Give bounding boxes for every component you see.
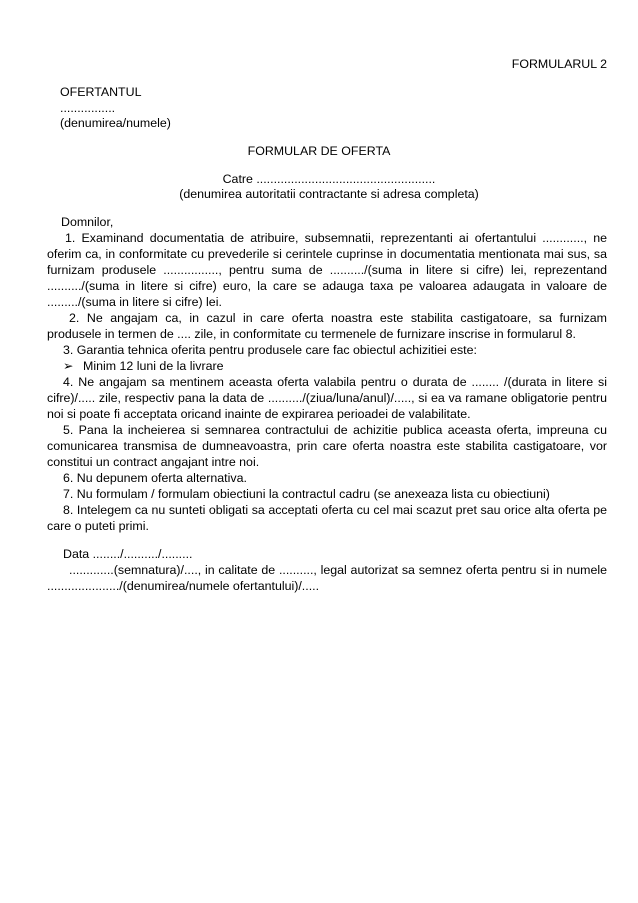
form-number: FORMULARUL 2	[511, 57, 607, 71]
ofertant-hint: (denumirea/numele)	[60, 116, 171, 130]
date-line: Data ......../........../.........	[63, 547, 193, 561]
offer-body	[47, 214, 607, 594]
arrow-bullet-icon: ➢	[63, 359, 74, 373]
recipient-hint: (denumirea autoritatii contractante si adresa completa)	[179, 187, 479, 201]
salutation: Domnilor,	[61, 215, 114, 229]
paragraph-2: 2. Ne angajam ca, in cazul in care oferta noastra este stabilita castigatoare, sa furnizam produsele in termen de .... zile, in conformitate cu termenele de furnizare inscrise in formularul 8.	[47, 311, 607, 341]
warranty-text: Minim 12 luni de la livrare	[83, 359, 224, 373]
warranty-bullet	[47, 358, 607, 374]
paragraph-4: 4. Ne angajam sa mentinem aceasta oferta valabila pentru o durata de ........ /(durata in litere si cifre)/..... zile, respectiv pana la data de ........../(ziua/luna/anul)/....., si ea va ramane obligatorie pentru noi si poate fi acceptata oricand inainte de expirarea perioadei de valabilitate.	[47, 375, 607, 421]
spacer	[47, 534, 607, 546]
paragraph-6: 6. Nu depunem oferta alternativa.	[63, 471, 247, 485]
document-title: FORMULAR DE OFERTA	[247, 144, 391, 158]
paragraph-5: 5. Pana la incheierea si semnarea contractului de achizitie publica aceasta oferta, impreuna cu comunicarea transmisa de dumneavoastra, prin care oferta noastra este stabilita castigatoare, vor constitui un contract angajant intre noi.	[47, 423, 607, 469]
paragraph-8: 8. Intelegem ca nu sunteti obligati sa acceptati oferta cu cel mai scazut pret sau orice alta oferta pe care o puteti primi.	[47, 503, 607, 533]
paragraph-3: 3. Garantia tehnica oferita pentru produsele care fac obiectul achizitiei este:	[63, 343, 477, 357]
recipient-line: Catre ....................................................	[222, 172, 436, 186]
ofertant-label: OFERTANTUL	[60, 85, 142, 99]
paragraph-1: 1. Examinand documentatia de atribuire, subsemnatii, reprezentanti ai ofertantului ............, ne oferim ca, in conformitate cu prevederile si cerintele cuprinse in documentatia mentionata mai sus, sa furnizam produsele ................, pentru suma de ........../(suma in litere si cifre) lei, reprezentand ........../(suma in litere si cifre) euro, la care se adauga taxa pe valoarea adaugata in valoare de ........./(suma in litere si cifre) lei.	[47, 231, 607, 309]
paragraph-7: 7. Nu formulam / formulam obiectiuni la contractul cadru (se anexeaza lista cu obiectiuni)	[63, 487, 550, 501]
ofertant-dots: ................	[60, 101, 116, 115]
signature-line: .............(semnatura)/...., in calitate de .........., legal autorizat sa semnez oferta pentru si in numele ...................../(denumirea/numele ofertantului)/.....	[47, 563, 607, 593]
